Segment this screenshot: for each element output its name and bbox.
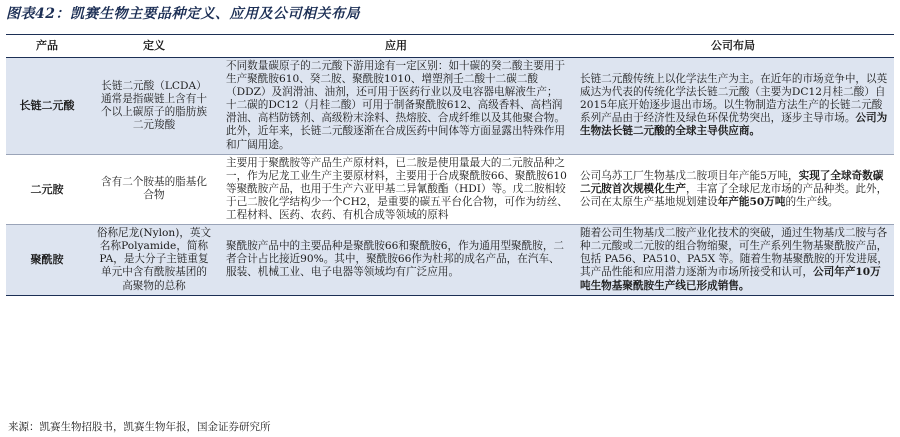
layout-highlight: 公司年产10万吨生物基聚酰胺生产线已形成销售。 [580,266,881,292]
header-application: 应用 [220,35,572,58]
definition-cell: 含有二个胺基的脂基化合物 [88,154,220,224]
application-cell: 聚酰胺产品中的主要品种是聚酰胺66和聚酰胺6，作为通用型聚酰胺，二者合计占比接近90%。其中，聚酰胺66作为杜邦的成名产品，在汽车、服装、机械工业、电子电器等领域均有广泛应用。 [220,225,572,295]
product-cell: 二元胺 [6,154,88,224]
definition-cell: 俗称尼龙(Nylon)，英文名称Polyamide，简称PA，是大分子主链重复单元中含有酰胺基团的高聚物的总称 [88,225,220,295]
header-product: 产品 [6,35,88,58]
table-row [6,58,894,155]
table-header-row [6,35,894,58]
product-table [6,34,894,296]
header-definition: 定义 [88,35,220,58]
figure-title: 图表42：凯赛生物主要品种定义、应用及公司相关布局 [6,6,360,22]
source-note: 来源：凯赛生物招股书，凯赛生物年报，国金证券研究所 [8,421,271,433]
layout-text: 公司乌苏工厂生物基戊二胺项目年产能5万吨， [580,169,799,182]
layout-text: 随着公司生物基戊二胺产业化技术的突破，通过生物基戊二胺与各种二元酸或二元胺的组合物缩聚，可生产系列生物基聚酰胺产品，包括 PA56、PA510、PA5X 等。随着生物基聚酰胺的开发进展，其产品性能和应用潜力逐渐为市场所接受和认可， [580,227,889,279]
definition-cell: 长链二元酸（LCDA）通常是指碳链上含有十个以上碳原子的脂肪族二元羧酸 [88,58,220,155]
layout-cell [572,225,894,295]
layout-text: ，丰富了全球尼龙市场的产品种类。此外，公司在太原生产基地规划建设 [580,182,888,208]
layout-cell [572,58,894,155]
layout-highlight: 实现了全球奇数碳二元胺首次规模化生产 [580,169,884,195]
application-cell: 不同数量碳原子的二元酸下游用途有一定区别：如十碳的癸二酸主要用于生产聚酰胺610、癸二胺、聚酰胺1010、增塑剂壬二酸十二碳二酸（DDZ）及润滑油、油剂，还可用于医药行业以及电容器电解液生产；十二碳的DC12（月桂二酸）可用于制备聚酰胺612、高级香料、高档润滑油、高档防锈剂、高级粉末涂料、热熔胶、合成纤维以及其他聚合物。此外，近年来，长链二元酸逐渐在合成医药中间体等方面显露出特殊作用和广阔用途。 [220,58,572,155]
layout-highlight: 年产能50万吨 [717,195,786,208]
table-row [6,154,894,224]
product-cell: 聚酰胺 [6,225,88,295]
product-cell: 长链二元酸 [6,58,88,155]
application-cell: 主要用于聚酰胺等产品生产原材料，已二胺是使用量最大的二元胺品种之一，作为尼龙工业生产主要原材料，主要用于合成聚酰胺66、聚酰胺610等聚酰胺产品，也用于生产六亚甲基二异氰酸酯（HDI）等。戊二胺相较于己二胺化学结构少一个CH2，是重要的碳五平台化合物，可作为纺丝、工程材料、医药、农药、有机合成等领域的原料 [220,154,572,224]
layout-highlight: 公司为生物法长链二元酸的全球主导供应商。 [580,112,888,138]
table-row [6,225,894,295]
header-layout: 公司布局 [572,35,894,58]
layout-text: 的生产线。 [785,195,839,208]
layout-text: 长链二元酸传统上以化学法生产为主。在近年的市场竞争中，以英威达为代表的传统化学法长链二元酸（主要为DC12月桂二酸）自2015年底开始逐步退出市场。以生物制造方法生产的长链二元酸系列产品由于经济性及绿色环保优势突出，逐步主导市场。 [580,73,888,125]
layout-cell [572,154,894,224]
